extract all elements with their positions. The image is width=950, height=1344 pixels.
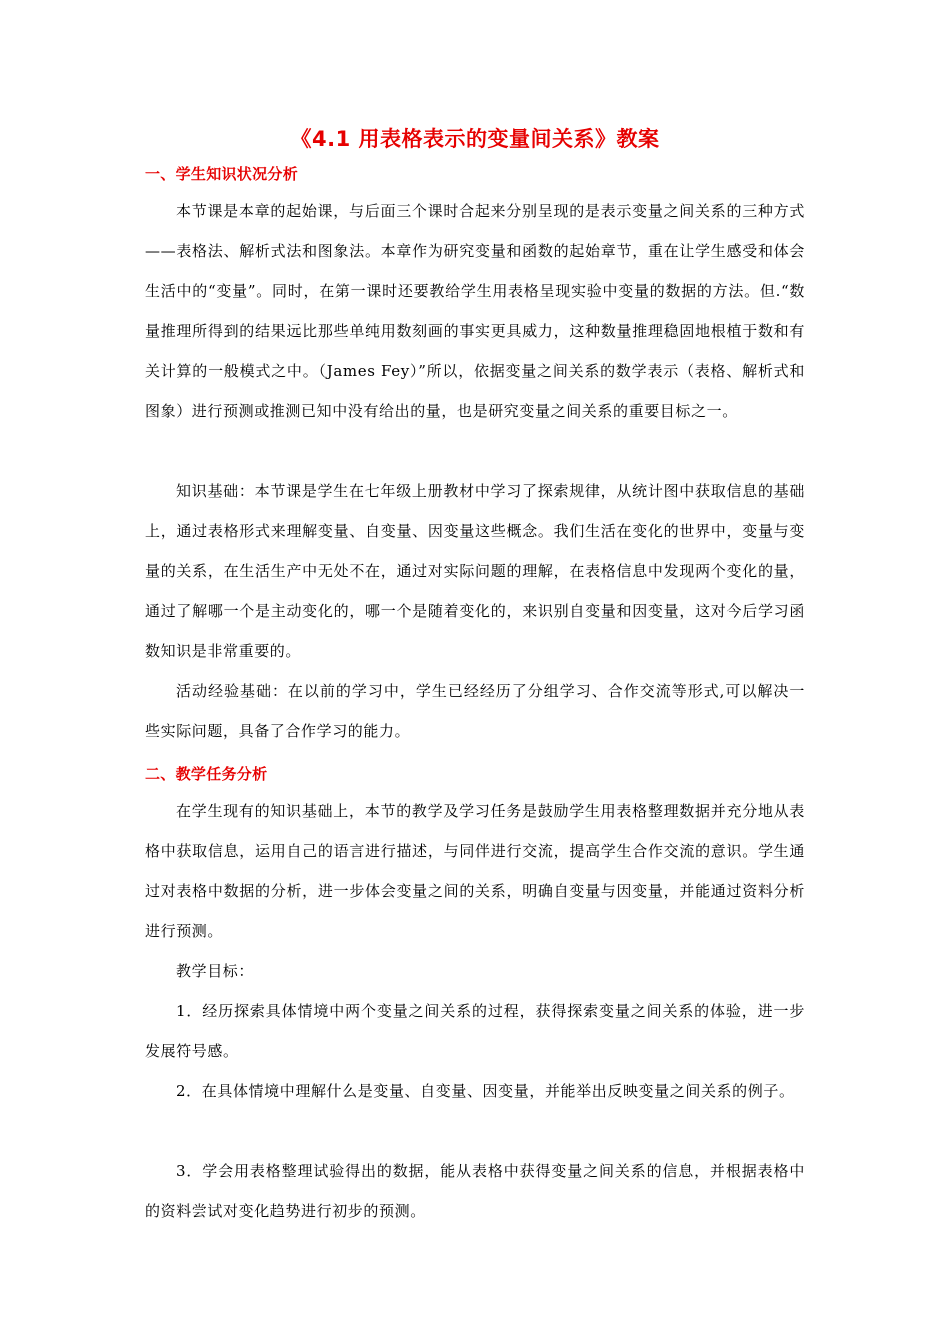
paragraph-intro: 本节课是本章的起始课，与后面三个课时合起来分别呈现的是表示变量之间关系的三种方式——表格法、解析式法和图象法。本章作为研究变量和函数的起始章节，重在让学生感受和体会生活中的“变量”。同时，在第一课时还要教给学生用表格呈现实验中变量的数据的方法。但.“数量推理所得到的结果远比那些单纯用数刻画的事实更具威力，这种数量推理稳固地根植于数和有关计算的一般模式之中。（James Fey）”所以，依据变量之间关系的数学表示（表格、解析式和图象）进行预测或推测已知中没有给出的量，也是研究变量之间关系的重要目标之一。: [145, 202, 805, 420]
paragraph-teaching-goals-label: 教学目标：: [176, 962, 255, 980]
paragraph-knowledge-base: 知识基础：本节课是学生在七年级上册教材中学习了探索规律，从统计图中获取信息的基础上，通过表格形式来理解变量、自变量、因变量这些概念。我们生活在变化的世界中，变量与变量的关系，在生活生产中无处不在，通过对实际问题的理解，在表格信息中发现两个变化的量，通过了解哪一个是主动变化的，哪一个是随着变化的，来识别自变量和因变量，这对今后学习函数知识是非常重要的。: [145, 482, 805, 660]
paragraph-task: 在学生现有的知识基础上，本节的教学及学习任务是鼓励学生用表格整理数据并充分地从表格中获取信息，运用自己的语言进行描述，与同伴进行交流，提高学生合作交流的意识。学生通过对表格中数据的分析，进一步体会变量之间的关系，明确自变量与因变量，并能通过资料分析进行预测。: [145, 802, 805, 940]
section-heading-student-analysis: 一、学生知识状况分析: [145, 165, 299, 183]
document-title: 《4.1 用表格表示的变量间关系》教案: [290, 127, 660, 151]
goal-item-2: 2．在具体情境中理解什么是变量、自变量、因变量，并能举出反映变量之间关系的例子。: [176, 1082, 795, 1100]
goal-item-1: 1．经历探索具体情境中两个变量之间关系的过程，获得探索变量之间关系的体验，进一步发展符号感。: [145, 1002, 805, 1060]
paragraph-activity-experience: 活动经验基础：在以前的学习中，学生已经经历了分组学习、合作交流等形式,可以解决一些实际问题，具备了合作学习的能力。: [145, 682, 805, 740]
goal-item-3: 3．学会用表格整理试验得出的数据，能从表格中获得变量之间关系的信息，并根据表格中的资料尝试对变化趋势进行初步的预测。: [145, 1162, 805, 1220]
section-heading-task-analysis: 二、教学任务分析: [145, 765, 268, 783]
